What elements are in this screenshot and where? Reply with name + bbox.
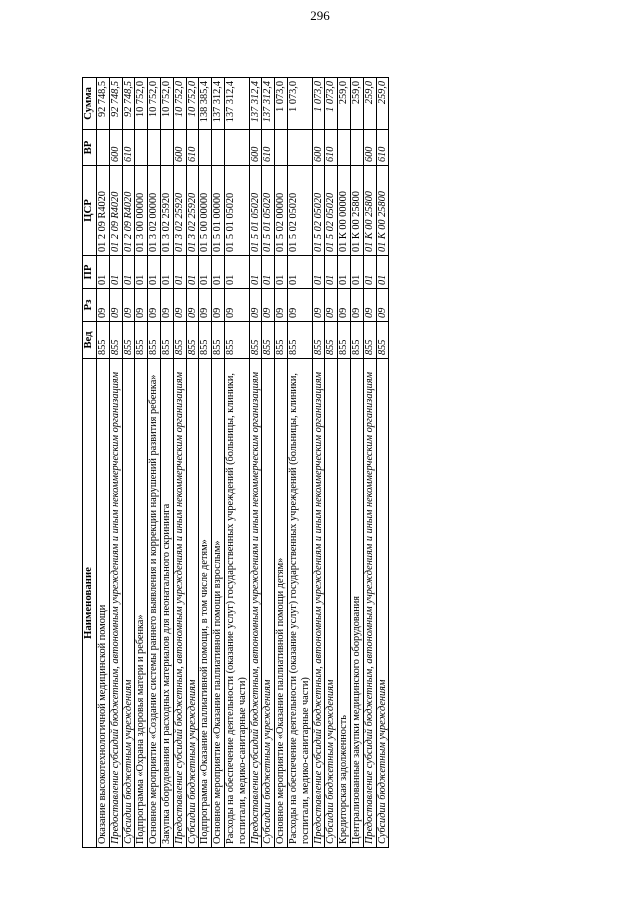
table-row — [287, 78, 312, 848]
cell-pr: 01 — [97, 256, 110, 289]
cell-rz: 09 — [135, 289, 148, 322]
header-name: Наименование — [83, 359, 97, 848]
cell-rz: 09 — [363, 289, 376, 322]
table-row — [122, 78, 135, 848]
table-row — [109, 78, 122, 848]
cell-ved: 855 — [287, 322, 312, 359]
table-header-row — [83, 78, 97, 848]
table-row — [338, 78, 351, 848]
cell-rz: 09 — [109, 289, 122, 322]
cell-sum: 259,0 — [350, 78, 363, 130]
header-pr: ПР — [83, 256, 97, 289]
cell-ved: 855 — [363, 322, 376, 359]
cell-ved: 855 — [350, 322, 363, 359]
cell-ved: 855 — [122, 322, 135, 359]
cell-ved: 855 — [135, 322, 148, 359]
cell-pr: 01 — [325, 256, 338, 289]
table-row — [199, 78, 212, 848]
cell-rz: 09 — [262, 289, 275, 322]
header-csr: ЦСР — [83, 166, 97, 256]
cell-rz: 09 — [376, 289, 389, 322]
cell-sum: 1 073,0 — [325, 78, 338, 130]
cell-csr: 01 3 02 25920 — [186, 166, 199, 256]
cell-csr: 01 3 02 25920 — [160, 166, 173, 256]
header-sum: Сумма — [83, 78, 97, 130]
table-row — [148, 78, 161, 848]
cell-ved: 855 — [249, 322, 262, 359]
cell-rz: 09 — [199, 289, 212, 322]
cell-vr: 610 — [186, 130, 199, 166]
cell-vr — [224, 130, 249, 166]
cell-pr: 01 — [338, 256, 351, 289]
cell-rz: 09 — [148, 289, 161, 322]
cell-name: Предоставление субсидий бюджетным, автономным учреждениям и иным некоммерческим организациям — [363, 359, 376, 848]
cell-vr — [97, 130, 110, 166]
cell-sum: 137 312,4 — [249, 78, 262, 130]
cell-csr: 01 5 01 00000 — [212, 166, 225, 256]
cell-sum: 259,0 — [363, 78, 376, 130]
table-row — [363, 78, 376, 848]
cell-pr: 01 — [135, 256, 148, 289]
cell-name: Предоставление субсидий бюджетным, автономным учреждениям и иным некоммерческим организациям — [312, 359, 325, 848]
cell-csr: 01 5 01 05020 — [262, 166, 275, 256]
cell-vr — [212, 130, 225, 166]
cell-csr: 01 3 00 00000 — [135, 166, 148, 256]
cell-sum: 137 312,4 — [262, 78, 275, 130]
cell-name: Кредиторская задолженность — [338, 359, 351, 848]
cell-vr — [275, 130, 288, 166]
cell-name: Основное мероприятие «Оказание паллиативной помощи детям» — [275, 359, 288, 848]
cell-sum: 10 752,0 — [160, 78, 173, 130]
cell-name: Субсидии бюджетным учреждениям — [325, 359, 338, 848]
cell-name: Подпрограмма «Охрана здоровья матери и ребенка» — [135, 359, 148, 848]
cell-name: Субсидии бюджетным учреждениям — [122, 359, 135, 848]
cell-vr: 610 — [376, 130, 389, 166]
cell-vr — [199, 130, 212, 166]
cell-sum: 10 752,0 — [186, 78, 199, 130]
cell-name: Предоставление субсидий бюджетным, автономным учреждениям и иным некоммерческим организациям — [249, 359, 262, 848]
cell-sum: 1 073,0 — [312, 78, 325, 130]
cell-name: Субсидии бюджетным учреждениям — [186, 359, 199, 848]
cell-csr: 01 2 09 R4020 — [97, 166, 110, 256]
cell-csr: 01 5 01 05020 — [249, 166, 262, 256]
cell-ved: 855 — [338, 322, 351, 359]
rotated-table-container — [82, 78, 567, 848]
cell-pr: 01 — [122, 256, 135, 289]
table-row — [97, 78, 110, 848]
cell-ved: 855 — [212, 322, 225, 359]
header-rz: Рз — [83, 289, 97, 322]
cell-sum: 259,0 — [338, 78, 351, 130]
cell-rz: 09 — [312, 289, 325, 322]
cell-vr: 600 — [363, 130, 376, 166]
cell-name: Основное мероприятие «Создание системы раннего выявления и коррекции нарушений развития ребенка» — [148, 359, 161, 848]
cell-rz: 09 — [249, 289, 262, 322]
cell-vr: 600 — [109, 130, 122, 166]
table-row — [350, 78, 363, 848]
cell-sum: 92 748,5 — [109, 78, 122, 130]
cell-rz: 09 — [275, 289, 288, 322]
cell-vr: 610 — [122, 130, 135, 166]
cell-vr — [350, 130, 363, 166]
cell-ved: 855 — [262, 322, 275, 359]
cell-vr — [160, 130, 173, 166]
cell-vr — [338, 130, 351, 166]
cell-name: Расходы на обеспечение деятельности (оказание услуг) государственных учреждений (больницы, клиники, госпитали, медико-санитарные части) — [224, 359, 249, 848]
cell-ved: 855 — [312, 322, 325, 359]
cell-sum: 137 312,4 — [212, 78, 225, 130]
cell-vr: 600 — [312, 130, 325, 166]
cell-pr: 01 — [312, 256, 325, 289]
cell-ved: 855 — [186, 322, 199, 359]
cell-csr: 01 5 02 05020 — [312, 166, 325, 256]
cell-sum: 10 752,0 — [148, 78, 161, 130]
cell-sum: 10 752,0 — [173, 78, 186, 130]
cell-rz: 09 — [338, 289, 351, 322]
cell-rz: 09 — [97, 289, 110, 322]
cell-pr: 01 — [275, 256, 288, 289]
cell-csr: 01 К 00 25800 — [376, 166, 389, 256]
cell-ved: 855 — [376, 322, 389, 359]
cell-vr — [287, 130, 312, 166]
cell-name: Расходы на обеспечение деятельности (оказание услуг) государственных учреждений (больницы, клиники, госпитали, медико-санитарные части) — [287, 359, 312, 848]
cell-rz: 09 — [122, 289, 135, 322]
cell-csr: 01 5 02 05020 — [325, 166, 338, 256]
cell-pr: 01 — [173, 256, 186, 289]
cell-csr: 01 К 00 25800 — [363, 166, 376, 256]
table-row — [212, 78, 225, 848]
page-number: 296 — [310, 8, 330, 23]
cell-vr: 600 — [173, 130, 186, 166]
cell-rz: 09 — [350, 289, 363, 322]
cell-pr: 01 — [363, 256, 376, 289]
header-ved: Вед — [83, 322, 97, 359]
budget-table — [82, 77, 389, 848]
cell-ved: 855 — [275, 322, 288, 359]
cell-csr: 01 2 09 R4020 — [109, 166, 122, 256]
cell-pr: 01 — [199, 256, 212, 289]
cell-csr: 01 5 02 05020 — [287, 166, 312, 256]
cell-ved: 855 — [97, 322, 110, 359]
cell-ved: 855 — [199, 322, 212, 359]
cell-rz: 09 — [186, 289, 199, 322]
cell-rz: 09 — [212, 289, 225, 322]
cell-pr: 01 — [148, 256, 161, 289]
cell-name: Предоставление субсидий бюджетным, автономным учреждениям и иным некоммерческим организациям — [109, 359, 122, 848]
table-row — [275, 78, 288, 848]
cell-pr: 01 — [249, 256, 262, 289]
cell-csr: 01 К 00 25800 — [350, 166, 363, 256]
cell-sum: 259,0 — [376, 78, 389, 130]
cell-sum: 10 752,0 — [135, 78, 148, 130]
cell-name: Закупка оборудования и расходных материалов для неонатального скрининга — [160, 359, 173, 848]
cell-ved: 855 — [173, 322, 186, 359]
cell-sum: 92 748,5 — [122, 78, 135, 130]
cell-csr: 01 3 02 00000 — [148, 166, 161, 256]
cell-pr: 01 — [160, 256, 173, 289]
cell-csr: 01 2 09 R4020 — [122, 166, 135, 256]
cell-vr: 610 — [325, 130, 338, 166]
cell-rz: 09 — [224, 289, 249, 322]
cell-vr: 600 — [249, 130, 262, 166]
cell-name: Основное мероприятие «Оказание паллиативной помощи взрослым» — [212, 359, 225, 848]
table-row — [325, 78, 338, 848]
cell-name: Субсидии бюджетным учреждениям — [376, 359, 389, 848]
cell-rz: 09 — [173, 289, 186, 322]
table-row — [249, 78, 262, 848]
cell-rz: 09 — [160, 289, 173, 322]
cell-name: Предоставление субсидий бюджетным, автономным учреждениям и иным некоммерческим организациям — [173, 359, 186, 848]
cell-name: Подпрограмма «Оказание паллиативной помощи, в том числе детям» — [199, 359, 212, 848]
header-vr: ВР — [83, 130, 97, 166]
cell-rz: 09 — [287, 289, 312, 322]
cell-csr: 01 5 00 00000 — [199, 166, 212, 256]
cell-vr: 610 — [262, 130, 275, 166]
table-body — [97, 78, 389, 848]
cell-ved: 855 — [148, 322, 161, 359]
table-row — [224, 78, 249, 848]
table-row — [186, 78, 199, 848]
cell-sum: 92 748,5 — [97, 78, 110, 130]
cell-name: Субсидии бюджетным учреждениям — [262, 359, 275, 848]
table-row — [160, 78, 173, 848]
cell-csr: 01 3 02 25920 — [173, 166, 186, 256]
cell-sum: 137 312,4 — [224, 78, 249, 130]
cell-sum: 1 073,0 — [287, 78, 312, 130]
cell-ved: 855 — [325, 322, 338, 359]
cell-ved: 855 — [224, 322, 249, 359]
cell-name: Оказание высокотехнологичной медицинской помощи — [97, 359, 110, 848]
cell-vr — [135, 130, 148, 166]
cell-pr: 01 — [262, 256, 275, 289]
cell-pr: 01 — [186, 256, 199, 289]
cell-csr: 01 5 02 00000 — [275, 166, 288, 256]
cell-csr: 01 5 01 05020 — [224, 166, 249, 256]
cell-name: Централизованные закупки медицинского оборудования — [350, 359, 363, 848]
cell-csr: 01 К 00 00000 — [338, 166, 351, 256]
cell-ved: 855 — [160, 322, 173, 359]
cell-rz: 09 — [325, 289, 338, 322]
cell-pr: 01 — [224, 256, 249, 289]
table-row — [312, 78, 325, 848]
table-row — [376, 78, 389, 848]
cell-ved: 855 — [109, 322, 122, 359]
cell-sum: 1 073,0 — [275, 78, 288, 130]
cell-pr: 01 — [212, 256, 225, 289]
cell-pr: 01 — [109, 256, 122, 289]
cell-pr: 01 — [287, 256, 312, 289]
table-row — [262, 78, 275, 848]
cell-pr: 01 — [376, 256, 389, 289]
cell-vr — [148, 130, 161, 166]
cell-sum: 138 385,4 — [199, 78, 212, 130]
cell-pr: 01 — [350, 256, 363, 289]
table-row — [173, 78, 186, 848]
table-row — [135, 78, 148, 848]
